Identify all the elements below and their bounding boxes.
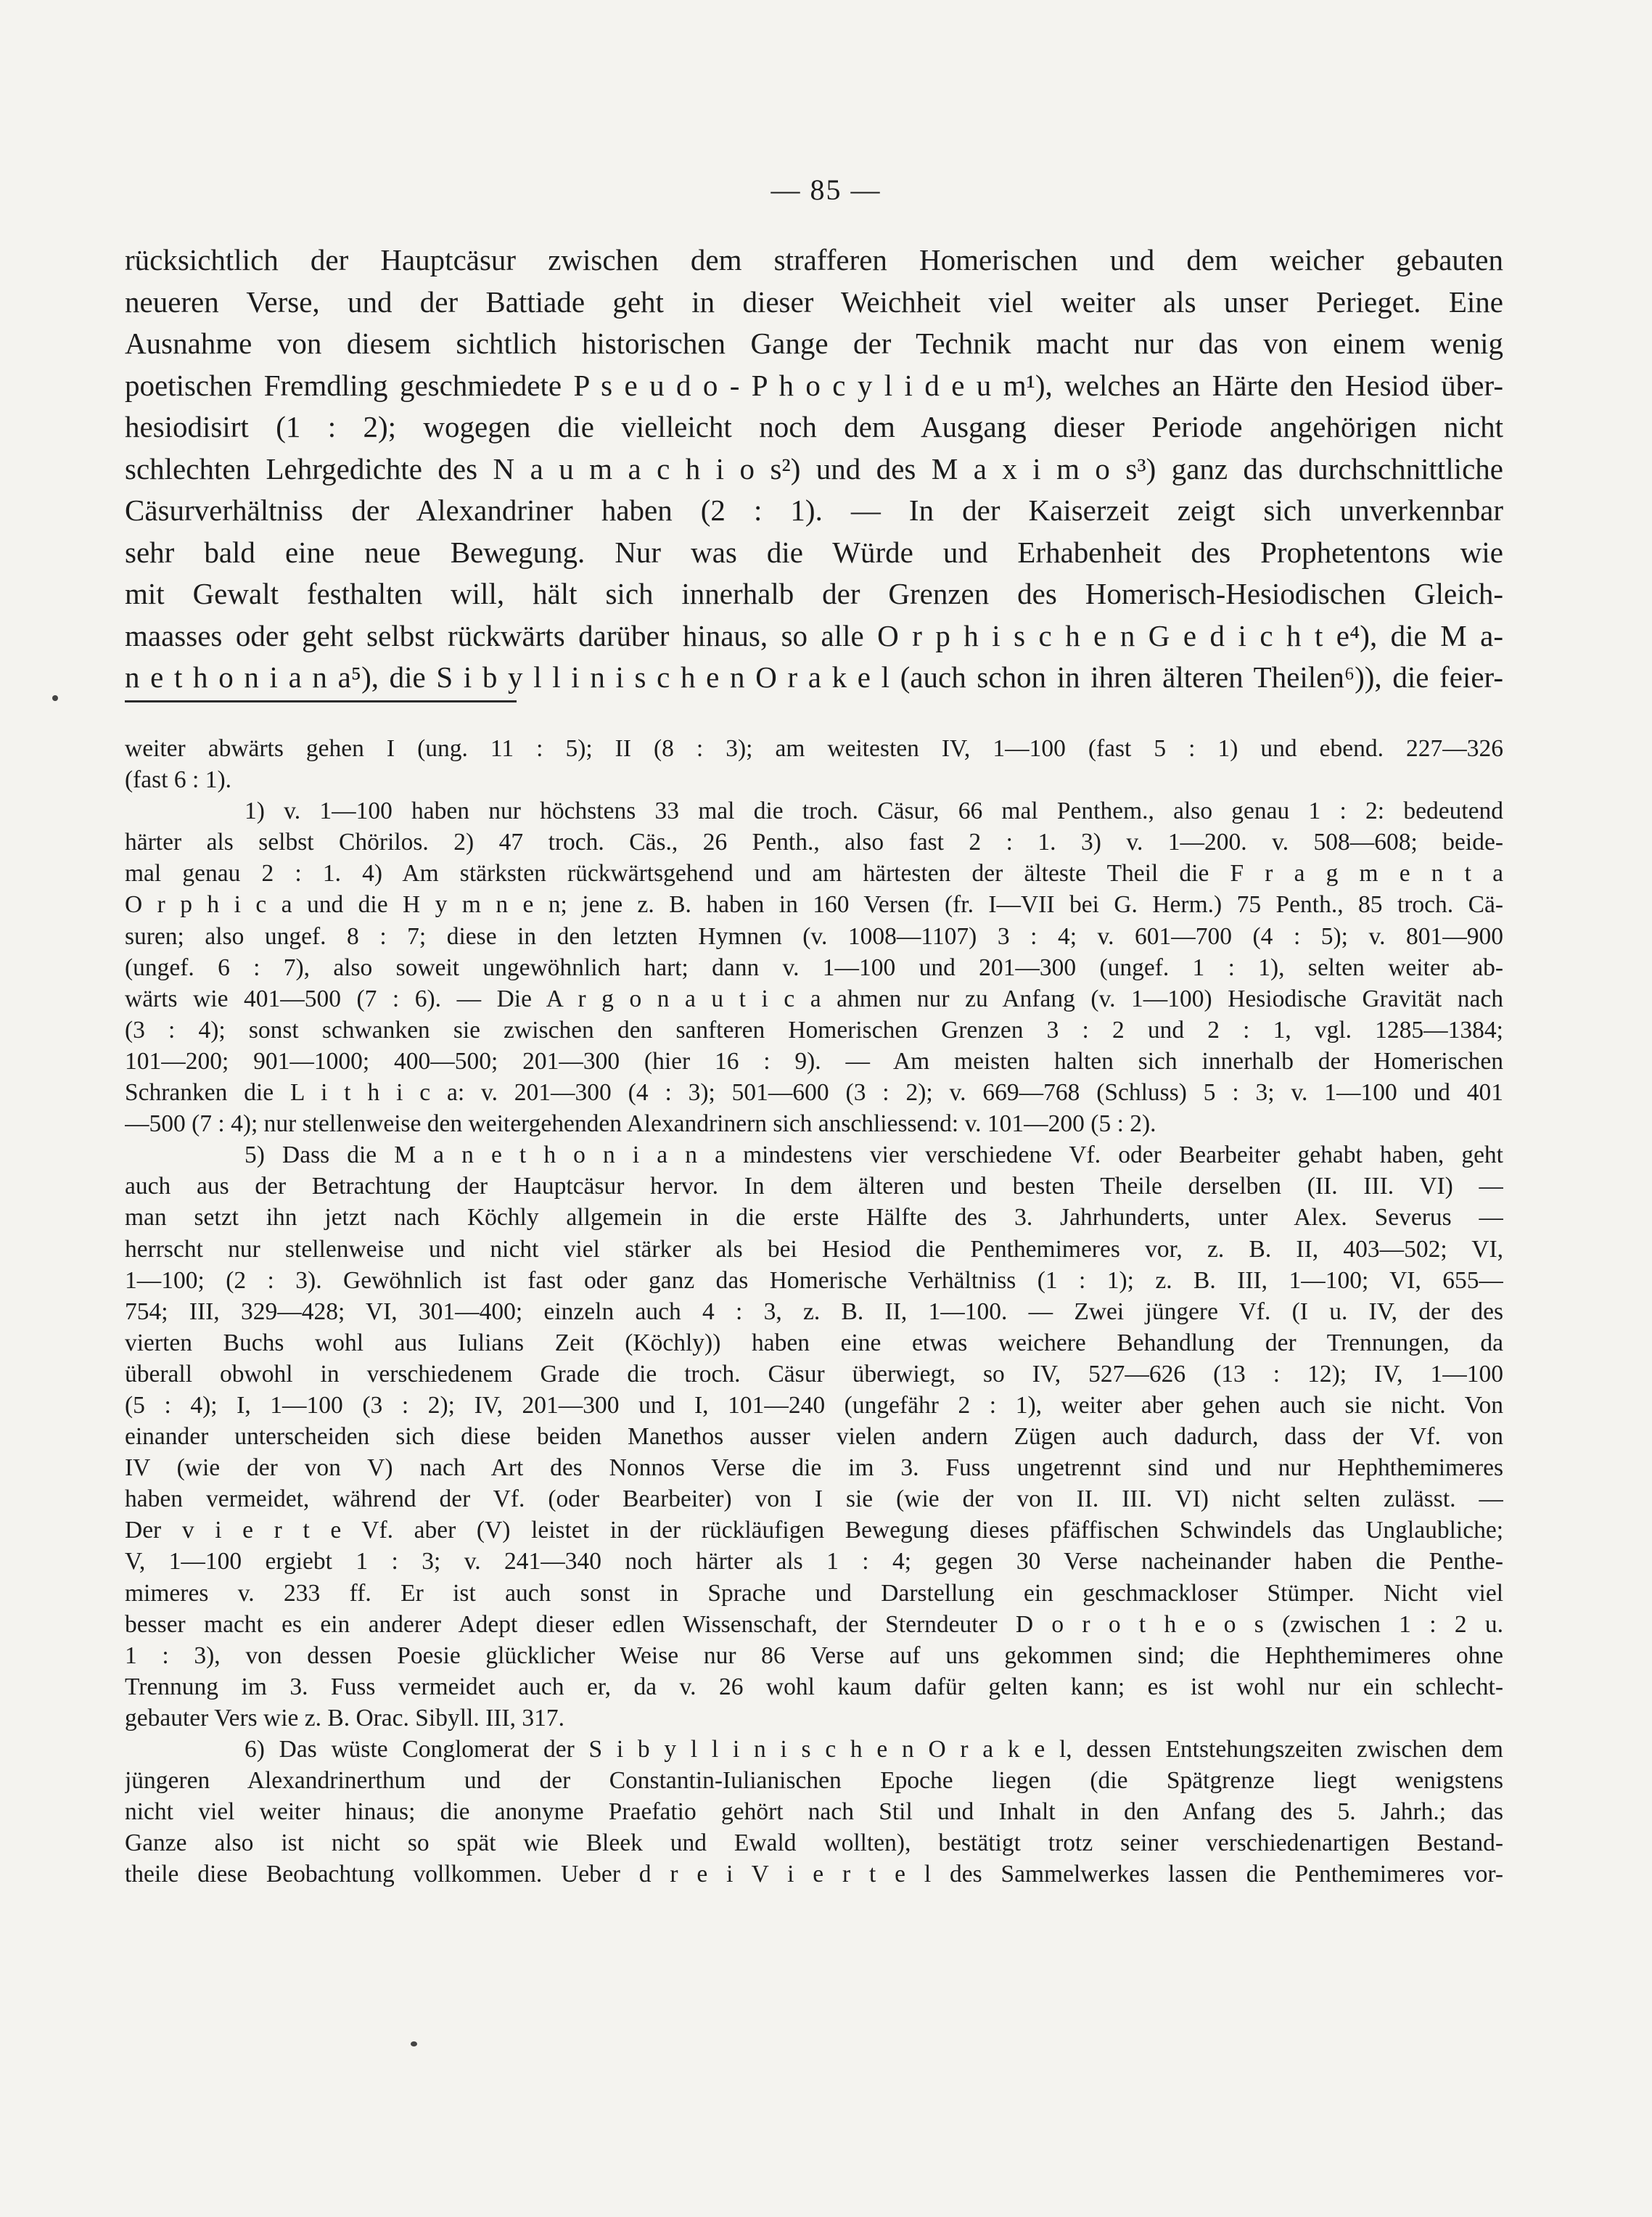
footnote-line: suren; also ungef. 8 : 7; diese in den letzten Hymnen (v. 1008—1107) 3 : 4; v. 601—700 (4 : 5); v. 801—900 [125,922,1503,950]
footnote-line: —500 (7 : 4); nur stellenweise den weitergehenden Alexandrinern sich anschliessend: v. 101—200 (5 : 2). [125,1110,1156,1138]
footnote-line: jüngeren Alexandrinerthum und der Constantin-Iulianischen Epoche liegen (die Spätgrenze liegt wenigstens [125,1767,1503,1795]
main-text-line: mit Gewalt festhalten will, hält sich innerhalb der Grenzen des Homerisch-Hesiodischen Gleich- [125,577,1503,610]
footnote-line: 6) Das wüste Conglomerat der S i b y l l i n i s c h e n O r a k e l, dessen Entstehungszeiten zwischen dem [244,1736,1503,1763]
footnote-line: O r p h i c a und die H y m n e n; jene z. B. haben in 160 Versen (fr. I—VII bei G. Herm.) 75 Penth., 85 troch. Cä- [125,891,1503,919]
footnote-line: V, 1—100 ergiebt 1 : 3; v. 241—340 noch härter als 1 : 4; gegen 30 Verse nacheinander haben die Penthe- [125,1548,1503,1575]
main-text-line: hesiodisirt (1 : 2); wogegen die vielleicht noch dem Ausgang dieser Periode angehörigen nicht [125,410,1503,443]
footnote-line: gebauter Vers wie z. B. Orac. Sibyll. III, 317. [125,1704,564,1732]
main-text-line: maasses oder geht selbst rückwärts darüber hinaus, so alle O r p h i s c h e n G e d i c h t e⁴), die M a- [125,618,1503,652]
footnote-line: 5) Dass die M a n e t h o n i a n a mindestens vier verschiedene Vf. oder Bearbeiter gehabt haben, geht [244,1142,1503,1169]
main-text-line: schlechten Lehrgedichte des N a u m a c h i o s²) und des M a x i m o s³) ganz das durchschnittliche [125,451,1503,485]
footnote-line: Trennung im 3. Fuss vermeidet auch er, da v. 26 wohl kaum dafür gelten kann; es ist wohl nur ein schlecht- [125,1673,1503,1700]
footnote-line: einander unterscheiden sich diese beiden Manethos ausser vielen andern Zügen auch dadurch, dass der Vf. von [125,1423,1503,1451]
footnote-line: Ganze also ist nicht so spät wie Bleek und Ewald wollten), bestätigt trotz seiner verschiedenartigen Bestand- [125,1829,1503,1857]
footnote-line: (5 : 4); I, 1—100 (3 : 2); IV, 201—300 und I, 101—240 (ungefähr 2 : 1), weiter aber gehen auch sie nicht. Von [125,1391,1503,1419]
main-text-line: rücksichtlich der Hauptcäsur zwischen dem strafferen Homerischen und dem weicher gebauten [125,243,1503,276]
footnote-line: (fast 6 : 1). [125,766,231,794]
footnote-line: 754; III, 329—428; VI, 301—400; einzeln auch 4 : 3, z. B. II, 1—100. — Zwei jüngere Vf. (I u. IV, der des [125,1298,1503,1325]
footnote-line: wärts wie 401—500 (7 : 6). — Die A r g o n a u t i c a ahmen nur zu Anfang (v. 1—100) Hesiodische Gravität nach [125,985,1503,1012]
footnote-line: (3 : 4); sonst schwanken sie zwischen den sanfteren Homerischen Grenzen 3 : 2 und 2 : 1, vgl. 1285—1384; [125,1016,1503,1044]
footnote-line: man setzt ihn jetzt nach Köchly allgemein in die erste Hälfte des 3. Jahrhunderts, unter Alex. Severus — [125,1204,1503,1232]
footnote-line: 101—200; 901—1000; 400—500; 201—300 (hier 16 : 9). — Am meisten halten sich innerhalb der Homerischen [125,1047,1503,1075]
footnote-line: vierten Buchs wohl aus Iulians Zeit (Köchly)) haben eine etwas weichere Behandlung der Trennungen, da [125,1329,1503,1356]
ink-speck [411,2041,417,2046]
page-number: — 85 — [770,173,882,206]
ink-speck [52,695,58,701]
footnote-line: härter als selbst Chörilos. 2) 47 troch. Cäs., 26 Penth., also fast 2 : 1. 3) v. 1—200. v. 508—608; beide- [125,829,1503,856]
footnotes [125,733,1503,1890]
main-text-line: Cäsurverhältniss der Alexandriner haben (2 : 1). — In der Kaiserzeit zeigt sich unverkennbar [125,493,1503,527]
footnote-line: besser macht es ein anderer Adept dieser edlen Wissenschaft, der Sterndeuter D o r o t h e o s (zwischen 1 : 2 u. [125,1610,1503,1638]
main-text-line: neueren Verse, und der Battiade geht in dieser Weichheit viel weiter als unser Perieget. Eine [125,284,1503,319]
footnote-line: Der v i e r t e Vf. aber (V) leistet in der rückläufigen Bewegung dieses pfäffischen Schwindels das Unglaubliche; [125,1517,1503,1544]
footnote-separator [125,700,517,702]
footnote-line: herrscht nur stellenweise und nicht viel stärker als bei Hesiod die Penthemimeres vor, z. B. II, 403—502; VI, [125,1235,1503,1263]
main-text-line: sehr bald eine neue Bewegung. Nur was die Würde und Erhabenheit des Prophetentons wie [125,535,1503,569]
main-text-line: n e t h o n i a n a⁵), die S i b y l l i n i s c h e n O r a k e l (auch schon in ihren älteren Theilen⁶)), die feier- [125,660,1503,694]
footnote-line: Schranken die L i t h i c a: v. 201—300 (4 : 3); 501—600 (3 : 2); v. 669—768 (Schluss) 5 : 3; v. 1—100 und 401 [125,1079,1503,1107]
footnote-line: (ungef. 6 : 7), also soweit ungewöhnlich hart; dann v. 1—100 und 201—300 (ungef. 1 : 1), selten weiter ab- [125,954,1503,981]
footnote-line: mimeres v. 233 ff. Er ist auch sonst in Sprache und Darstellung ein geschmackloser Stümper. Nicht viel [125,1579,1503,1607]
footnote-line: theile diese Beobachtung vollkommen. Ueber d r e i V i e r t e l des Sammelwerkes lassen die Penthemimeres vor- [125,1861,1503,1888]
footnote-line: haben vermeidet, während der Vf. (oder Bearbeiter) von I sie (wie der von II. III. VI) nicht selten zulässt. — [125,1485,1503,1513]
footnote-line: IV (wie der von V) nach Art des Nonnos Verse die im 3. Fuss ungetrennt sind und nur Hephthemimeres [125,1454,1503,1482]
footnote-line: auch aus der Betrachtung der Hauptcäsur hervor. In dem älteren und besten Theile derselben (II. III. VI) — [125,1173,1503,1200]
footnote-line: 1) v. 1—100 haben nur höchstens 33 mal die troch. Cäsur, 66 mal Penthem., also genau 1 : 2: bedeutend [244,798,1503,825]
footnote-line: weiter abwärts gehen I (ung. 11 : 5); II (8 : 3); am weitesten IV, 1—100 (fast 5 : 1) und ebend. 227—326 [125,735,1503,762]
footnote-line: 1 : 3), von dessen Poesie glücklicher Weise nur 86 Verse auf uns gekommen sind; die Hephthemimeres ohne [125,1642,1503,1669]
main-text [125,239,1503,699]
footnote-line: 1—100; (2 : 3). Gewöhnlich ist fast oder ganz das Homerische Verhältniss (1 : 1); z. B. III, 1—100; VI, 655— [125,1266,1503,1294]
main-text-line: poetischen Fremdling geschmiedete P s e u d o - P h o c y l i d e u m¹), welches an Härte den Hesiod über- [125,368,1503,402]
footnote-line: mal genau 2 : 1. 4) Am stärksten rückwärtsgehend und am härtesten der älteste Theil die F r a g m e n t a [125,860,1503,888]
footnote-line: nicht viel weiter hinaus; die anonyme Praefatio gehört nach Stil und Inhalt in den Anfang des 5. Jahrh.; das [125,1798,1503,1826]
footnote-line: überall obwohl in verschiedenem Grade die troch. Cäsur überwiegt, so IV, 527—626 (13 : 12); IV, 1—100 [125,1360,1503,1388]
main-text-line: Ausnahme von diesem sichtlich historischen Gange der Technik macht nur das von einem wenig [125,327,1503,360]
